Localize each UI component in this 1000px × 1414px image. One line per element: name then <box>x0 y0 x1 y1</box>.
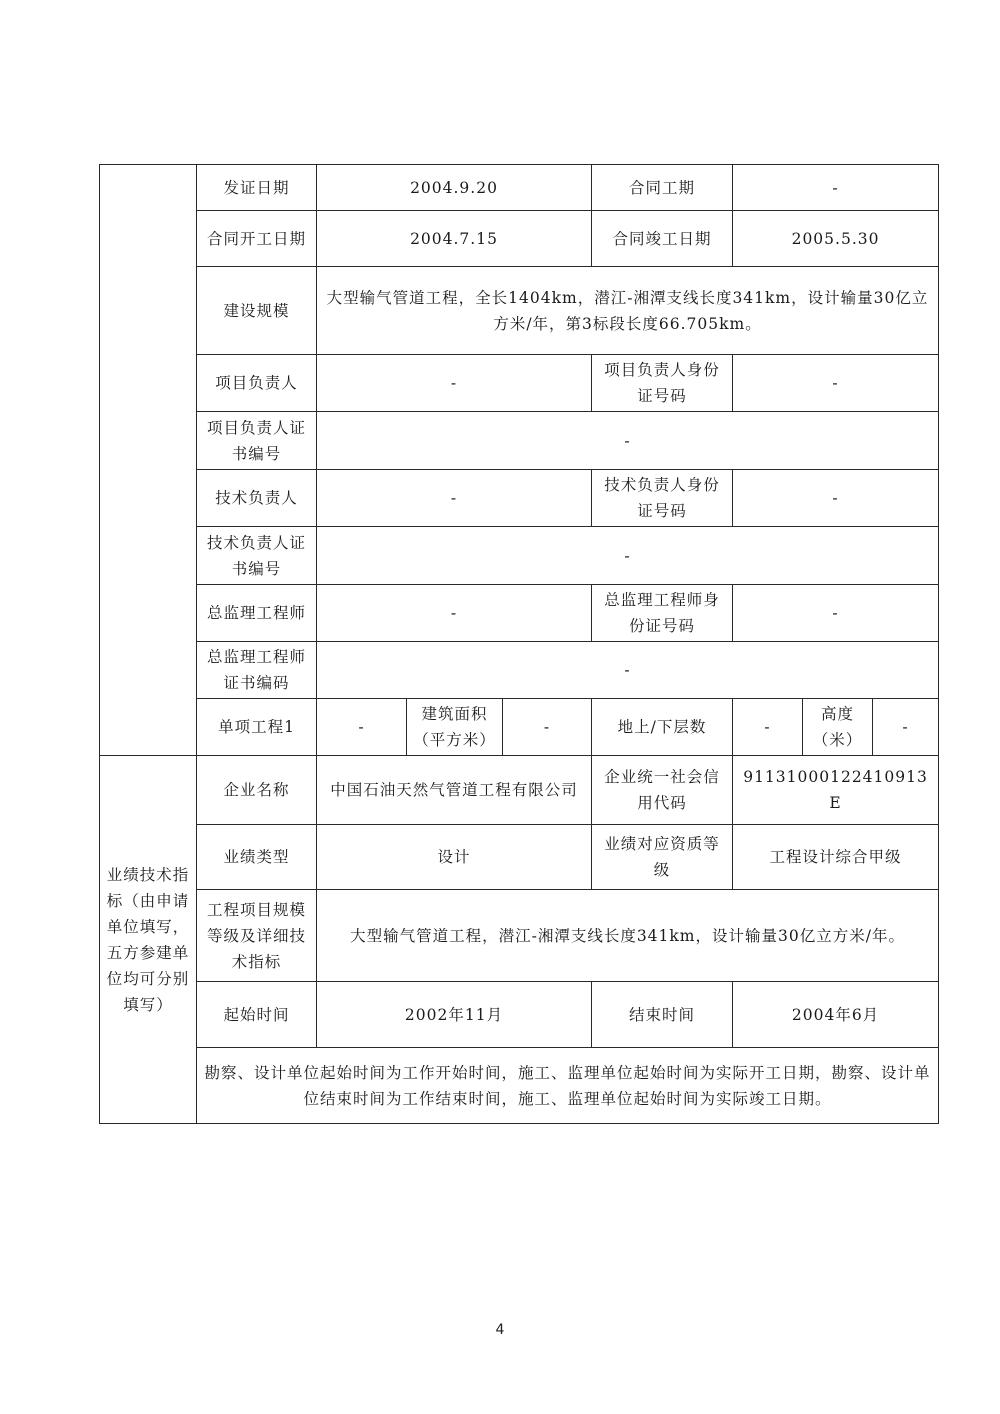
contract-period-label: 合同工期 <box>592 165 733 211</box>
row-time-range <box>100 982 939 1048</box>
end-time-label: 结束时间 <box>592 982 733 1048</box>
pm-id-label: 项目负责人身份证号码 <box>592 355 733 412</box>
tech-cert-value: - <box>317 527 939 585</box>
floors-label: 地上/下层数 <box>592 699 733 756</box>
end-time-value: 2004年6月 <box>733 982 939 1048</box>
chief-cert-value: - <box>317 642 939 699</box>
project-section-side-cell <box>100 165 197 756</box>
row-contract-dates <box>100 211 939 267</box>
row-construction-scale <box>100 267 939 355</box>
time-definition-note: 勘察、设计单位起始时间为工作开始时间，施工、监理单位起始时间为实际开工日期，勘察、设计单位结束时间为工作结束时间，施工、监理单位起始时间为实际竣工日期。 <box>197 1048 939 1124</box>
chief-label: 总监理工程师 <box>197 585 317 642</box>
row-project-manager <box>100 355 939 412</box>
chief-id-value: - <box>733 585 939 642</box>
performance-type-value: 设计 <box>317 825 592 890</box>
chief-id-label: 总监理工程师身份证号码 <box>592 585 733 642</box>
tech-label: 技术负责人 <box>197 470 317 527</box>
company-name-value: 中国石油天然气管道工程有限公司 <box>317 756 592 825</box>
issue-date-value: 2004.9.20 <box>317 165 592 211</box>
chief-cert-label: 总监理工程师证书编码 <box>197 642 317 699</box>
tech-id-value: - <box>733 470 939 527</box>
contract-end-label: 合同竣工日期 <box>592 211 733 267</box>
scale-label: 建设规模 <box>197 267 317 355</box>
row-issue-date <box>100 165 939 211</box>
credit-code-value: 91131000122410913E <box>733 756 939 825</box>
start-time-value: 2002年11月 <box>317 982 592 1048</box>
building-area-label: 建筑面积（平方米） <box>407 699 503 756</box>
credit-code-label: 企业统一社会信用代码 <box>592 756 733 825</box>
tech-id-label: 技术负责人身份证号码 <box>592 470 733 527</box>
row-chief-supervisor-cert <box>100 642 939 699</box>
building-area-value: - <box>503 699 592 756</box>
row-sub-project <box>100 699 939 756</box>
contract-end-value: 2005.5.30 <box>733 211 939 267</box>
height-value: - <box>873 699 939 756</box>
row-tech-lead-cert <box>100 527 939 585</box>
contract-start-value: 2004.7.15 <box>317 211 592 267</box>
floors-value: - <box>733 699 803 756</box>
pm-cert-value: - <box>317 412 939 470</box>
row-tech-lead <box>100 470 939 527</box>
pm-id-value: - <box>733 355 939 412</box>
scale-value: 大型输气管道工程，全长1404km，潜江-湘潭支线长度341km，设计输量30亿立方米/年，第3标段长度66.705km。 <box>317 267 939 355</box>
tech-value: - <box>317 470 592 527</box>
row-note <box>100 1048 939 1124</box>
page-number: 4 <box>495 1322 505 1338</box>
pm-value: - <box>317 355 592 412</box>
performance-type-label: 业绩类型 <box>197 825 317 890</box>
row-performance-type <box>100 825 939 890</box>
contract-period-value: - <box>733 165 939 211</box>
tech-cert-label: 技术负责人证书编号 <box>197 527 317 585</box>
contract-start-label: 合同开工日期 <box>197 211 317 267</box>
height-label: 高度（米） <box>803 699 873 756</box>
pm-label: 项目负责人 <box>197 355 317 412</box>
chief-value: - <box>317 585 592 642</box>
scale-detail-value: 大型输气管道工程，潜江-湘潭支线长度341km，设计输量30亿立方米/年。 <box>317 890 939 982</box>
qualification-value: 工程设计综合甲级 <box>733 825 939 890</box>
sub-project-label: 单项工程1 <box>197 699 317 756</box>
issue-date-label: 发证日期 <box>197 165 317 211</box>
sub-project-value: - <box>317 699 407 756</box>
performance-side-label: 业绩技术指标（由申请单位填写，五方参建单位均可分别填写） <box>100 756 197 1124</box>
row-company-name <box>100 756 939 825</box>
row-chief-supervisor <box>100 585 939 642</box>
row-project-manager-cert <box>100 412 939 470</box>
pm-cert-label: 项目负责人证书编号 <box>197 412 317 470</box>
qualification-label: 业绩对应资质等级 <box>592 825 733 890</box>
scale-detail-label: 工程项目规模等级及详细技术指标 <box>197 890 317 982</box>
company-name-label: 企业名称 <box>197 756 317 825</box>
row-scale-detail <box>100 890 939 982</box>
start-time-label: 起始时间 <box>197 982 317 1048</box>
performance-form-table <box>99 164 939 1124</box>
